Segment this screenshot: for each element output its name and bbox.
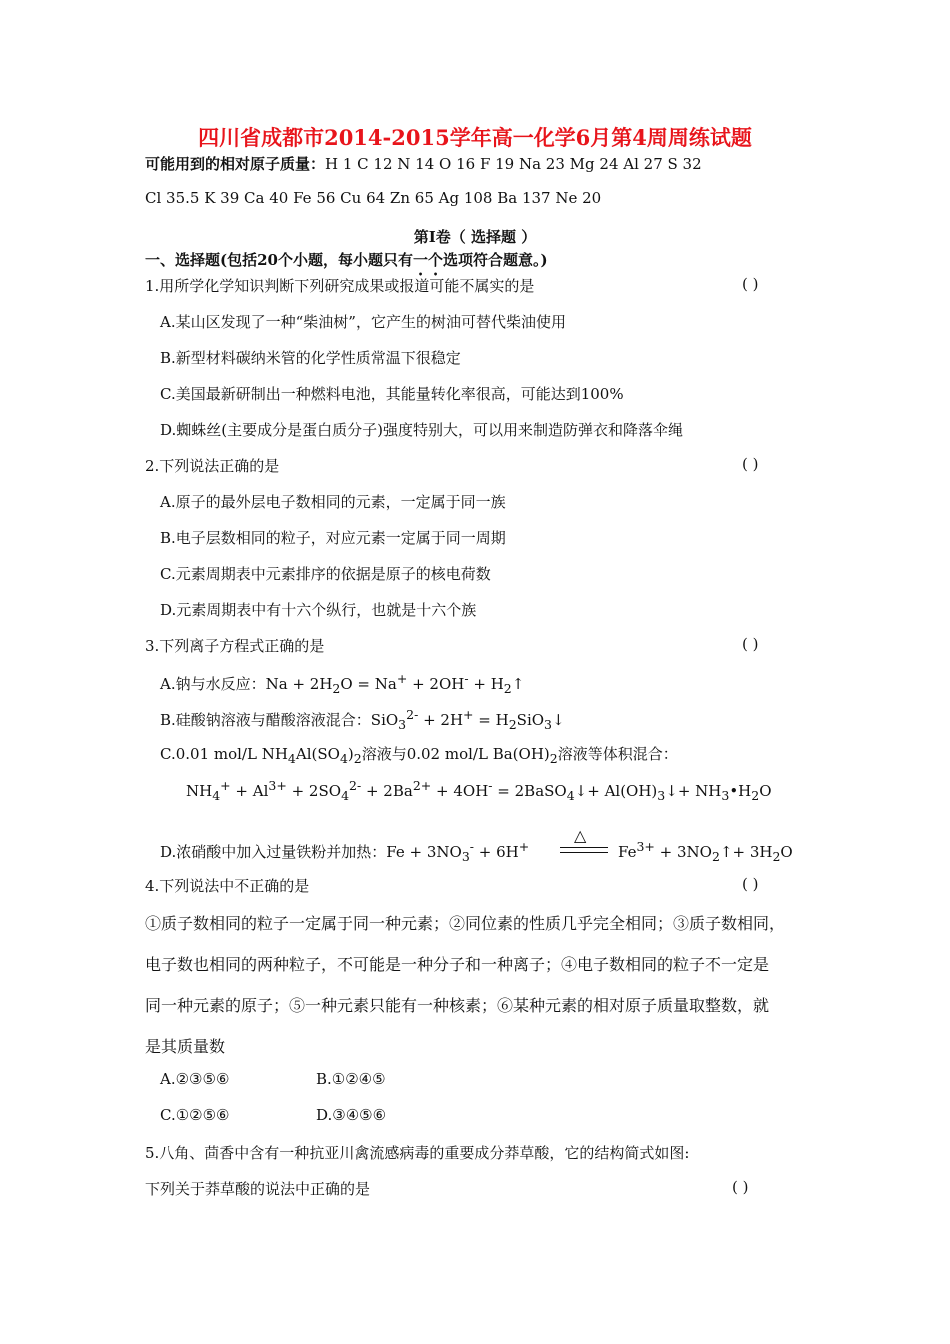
q3-option-c-mid1: Al(SO: [295, 745, 340, 763]
part1-heading-emphasis: 一个: [412, 251, 443, 269]
q4-body-3: 同一种元素的原子；⑤一种元素只能有一种核素；⑥某种元素的相对原子质量取整数，就: [145, 996, 770, 1015]
q4-option-d: D.③④⑤⑥: [316, 1106, 387, 1124]
q3-option-c: C.0.01 mol/L $NH_4Al(SO_4)_2$溶液与0.02 mol/L $Ba(OH)_2$溶液等体积混合：: [160, 745, 678, 766]
atomic-mass-line-1: [145, 153, 702, 174]
q4-option-b: B.①②④⑤: [316, 1070, 386, 1088]
q3-option-c-end: 溶液等体积混合：: [557, 745, 678, 763]
q4-body-1: ①质子数相同的粒子一定属于同一种元素；②同位素的性质几乎完全相同；③质子数相同，: [145, 914, 786, 933]
atomic-mass-label: 可能用到的相对原子质量：: [145, 155, 326, 173]
atomic-mass-values-2: Cl 35.5 K 39 Ca 40 Fe 56 Cu 64 Zn 65 Ag 108 Ba 137 Ne 20: [145, 189, 602, 207]
part1-heading-a: 一、选择题(包括20个小题，每小题只有: [145, 251, 413, 269]
equals-bar-top: [560, 847, 608, 848]
q3-option-c-mid2: 溶液与0.02 mol/L Ba(OH): [361, 745, 550, 763]
q3-option-a: A.钠与水反应：$Na + 2H_2O = Na^+ + 2OH^-$ + $H_2↑$: [160, 671, 525, 696]
q3-option-d-left: D.浓硝酸中加入过量铁粉并加热：$Fe + 3NO_3^- + 6H^+$: [160, 839, 530, 864]
q4-stem: 4.下列说法中不正确的是: [145, 877, 310, 895]
q1-option-b: B.新型材料碳纳米管的化学性质常温下很稳定: [160, 349, 461, 367]
part1-heading-b: 选项符合题意。): [443, 251, 548, 269]
q2-option-c: C.元素周期表中元素排序的依据是原子的核电荷数: [160, 565, 491, 583]
q4-answer-blank[interactable]: ( ): [742, 875, 759, 893]
q4-option-c: C.①②⑤⑥: [160, 1106, 230, 1124]
q1-stem: 1.用所学化学知识判断下列研究成果或报道可能不属实的是: [145, 277, 535, 295]
q4-option-a: A.②③⑤⑥: [160, 1070, 230, 1088]
q5-sub: 下列关于莽草酸的说法中正确的是: [145, 1180, 371, 1198]
q4-body-4: 是其质量数: [145, 1037, 226, 1056]
section-title: 第Ⅰ卷（ 选择题 ）: [413, 228, 537, 246]
q1-answer-blank[interactable]: ( ): [742, 275, 759, 293]
q1-option-c: C.美国最新研制出一种燃料电池，其能量转化率很高，可能达到100%: [160, 385, 624, 403]
heating-condition: [560, 826, 608, 856]
q3-option-c-label: C.0.01 mol/L NH: [160, 745, 288, 763]
q3-option-d-label: D.浓硝酸中加入过量铁粉并加热：: [160, 843, 387, 861]
q2-answer-blank[interactable]: ( ): [742, 455, 759, 473]
q3-option-a-label: A.钠与水反应：: [160, 675, 266, 693]
q2-option-b: B.电子层数相同的粒子，对应元素一定属于同一周期: [160, 529, 506, 547]
q2-stem: 2.下列说法正确的是: [145, 457, 280, 475]
q3-option-d-right: $Fe^{3+}$ + $3NO_2↑+ 3H_2O$: [618, 839, 793, 864]
q3-stem: 3.下列离子方程式正确的是: [145, 637, 325, 655]
q5-answer-blank[interactable]: ( ): [732, 1178, 749, 1196]
q1-option-d: D.蜘蛛丝(主要成分是蛋白质分子)强度特别大，可以用来制造防弹衣和降落伞绳: [160, 421, 683, 439]
q3-answer-blank[interactable]: ( ): [742, 635, 759, 653]
delta-icon: △: [574, 826, 587, 845]
q2-option-a: A.原子的最外层电子数相同的元素，一定属于同一族: [160, 493, 506, 511]
q1-option-a: A.某山区发现了一种“柴油树”，它产生的树油可替代柴油使用: [160, 313, 566, 331]
q4-body-2: 电子数也相同的两种粒子，不可能是一种分子和一种离子；④电子数相同的粒子不一定是: [145, 955, 770, 974]
q3-option-b-label: B.硅酸钠溶液与醋酸溶液混合：: [160, 711, 371, 729]
page-title: 四川省成都市2014-2015学年高一化学6月第4周周练试题: [198, 125, 752, 150]
equals-bar-bottom: [560, 852, 608, 853]
q2-option-d: D.元素周期表中有十六个纵行，也就是十六个族: [160, 601, 477, 619]
atomic-mass-values-1: H 1 C 12 N 14 O 16 F 19 Na 23 Mg 24 Al 27 S 32: [325, 155, 702, 173]
q3-option-c-equation: $NH_4^+ + Al^{3+} + 2SO_4^{2-} + 2Ba^{2+} + 4OH^-$ = 2BaSO$_4$↓+ $Al(OH)_3↓+$ $NH_3•H_2O$: [186, 778, 772, 803]
q5-stem: 5.八角、茴香中含有一种抗亚川禽流感病毒的重要成分莽草酸，它的结构简式如图:: [145, 1144, 690, 1162]
q3-option-b: B.硅酸钠溶液与醋酸溶液混合：$SiO_3^{2-} + 2H^+ = H_2SiO_3↓$: [160, 707, 565, 732]
